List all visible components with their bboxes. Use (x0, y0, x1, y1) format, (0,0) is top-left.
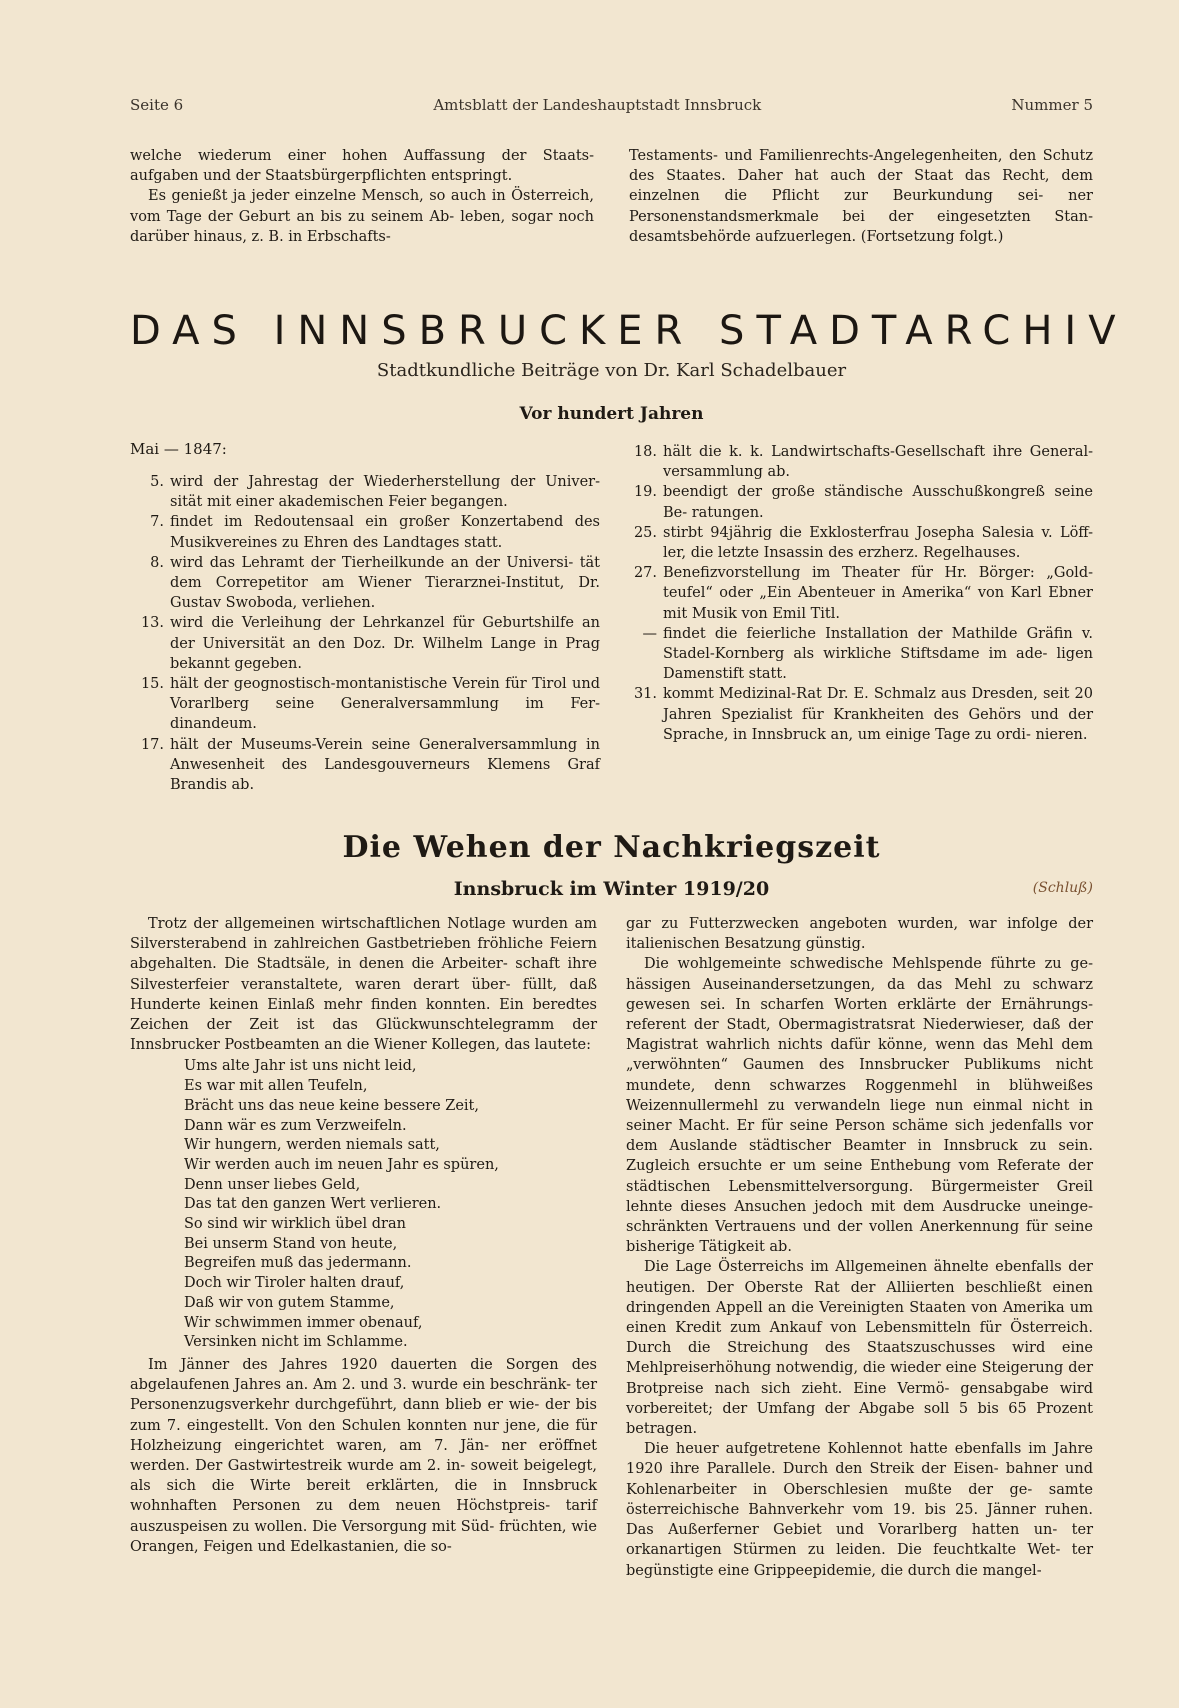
chronicle-entry (623, 684, 1093, 745)
article-right-column (626, 914, 1093, 1581)
chronicle-entry (130, 553, 600, 614)
issue-number: Nummer 5 (1011, 96, 1093, 114)
article-paragraph: Im Jänner des Jahres 1920 dauerten die Sorgen des abgelaufenen Jahres an. Am 2. und 3. wurde ein beschränk- ter Personenzugsverkehr durchgeführt, dann blieb er wie- der bis zum 7. eingestellt. Von den Schulen konnten nur jene, die für Holzheizung eingerichtet waren, am 7. Jän- ner eröffnet werden. Der Gastwirtestreik wurde am 2. in- soweit beigelegt, als sich die Wirte bereit erklärten, die in Innsbruck wohnhaften Personen zu dem neuen Höchstpreis- tarif auszuspeisen zu wollen. Die Versorgung mit Süd- früchten, wie Orangen, Feigen und Edelkastanien, die so- (130, 1356, 597, 1555)
entry-text: Benefizvorstellung im Theater für Hr. Börger: „Gold- teufel“ oder „Ein Abenteuer in Amerika“ von Karl Ebner mit Musik von Emil Titl. (663, 565, 1093, 622)
poem-line: Begreifen muß das jedermann. (184, 1255, 412, 1272)
article-title: Die Wehen der Nachkriegszeit (342, 830, 881, 865)
poem-line: Dann wär es zum Verzweifeln. (184, 1117, 407, 1134)
chronicle-entry (623, 523, 1093, 563)
entry-day: 5. (150, 474, 164, 490)
chronicle-month: Mai — 1847: (130, 440, 227, 458)
chronicle-left-column (130, 440, 600, 795)
entry-day: 25. (633, 524, 657, 541)
article-body (130, 914, 1093, 1581)
entry-text: hält der Museums-Verein seine Generalversammlung in Anwesenheit des Landesgouverneurs Klemens Graf Brandis ab. (170, 736, 600, 794)
entry-day: 8. (150, 554, 164, 571)
chronicle-heading: Vor hundert Jahren (519, 404, 704, 424)
chronicle-entry (130, 674, 600, 735)
article-paragraph: Die heuer aufgetretene Kohlennot hatte ebenfalls im Jahre 1920 ihre Parallele. Durch den Streik der Eisen- bahner und Kohlenarbeiter in Oberschlesien mußte der ge- samte österreichische Bahnverkehr vom 19. bis 25. Jänner ruhen. Das Außerferner Gebiet und Vorarlberg hatten un- ter orkanartigen Stürmen zu leiden. Die feuchtkalte Wet- ter begünstigte eine Grippeepidemie, die durch die mangel- (626, 1441, 1093, 1579)
poem-line: Wir schwimmen immer obenauf, (184, 1314, 423, 1331)
chronicle-entry (130, 512, 600, 552)
intro-left-column (130, 146, 594, 247)
entry-day: 13. (140, 615, 164, 632)
entry-text: hält der geognostisch-montanistische Verein für Tirol und Vorarlberg seine Generalversammlung im Fer- dinandeum. (170, 676, 600, 733)
publication-title: Amtsblatt der Landeshauptstadt Innsbruck (433, 96, 762, 114)
poem-line: Daß wir von gutem Stamme, (184, 1294, 395, 1311)
section-title: DAS INNSBRUCKER STADTARCHIV (130, 308, 1128, 354)
chronicle-entry (130, 613, 600, 674)
article-left-column (130, 914, 597, 1581)
article-note: (Schluß) (1032, 880, 1093, 896)
entry-day: 18. (633, 444, 657, 460)
poem-line: Wir hungern, werden niemals satt, (184, 1137, 440, 1154)
poem-line: Wir werden auch im neuen Jahr es spüren, (184, 1156, 499, 1173)
chronicle-entry (130, 735, 600, 796)
poem-line: Das tat den ganzen Wert verlieren. (184, 1196, 442, 1213)
entry-day: 7. (150, 514, 164, 531)
intro-continuation (130, 146, 1093, 247)
article-paragraph: Die Lage Österreichs im Allgemeinen ähnelte ebenfalls der heutigen. Der Oberste Rat der Alliierten beschließt einen dringenden Appell an die Vereinigten Staaten von Amerika um einen Kredit zum Ankauf von Lebensmitteln für Österreich. Durch die Streichung des Staatszuschusses wird eine Mehlpreiserhöhung notwendig, die wieder eine Steigerung der Brotpreise nach sich zieht. Eine Vermö- gensabgabe wird vorbereitet; der Umfang der Abgabe soll 5 bis 65 Prozent betragen. (626, 1259, 1093, 1438)
poem-line: Brächt uns das neue keine bessere Zeit, (184, 1097, 479, 1114)
article-paragraph: Trotz der allgemeinen wirtschaftlichen Notlage wurden am Silversterabend in zahlreichen Gastbetrieben fröhliche Feiern abgehalten. Die Stadtsäle, in denen die Arbeiter- schaft ihre Silvesterfeier veranstaltete, waren derart über- füllt, daß Hunderte keinen Einlaß mehr finden konnten. Ein beredtes Zeichen der Zeit ist das Glückwunschtelegramm der Innsbrucker Postbeamten an die Wiener Kollegen, das lautete: (130, 916, 597, 1054)
intro-paragraph: welche wiederum einer hohen Auffassung der Staats- aufgaben und der Staatsbürgerpflichten entspringt. (130, 148, 594, 185)
entry-text: wird das Lehramt der Tierheilkunde an der Universi- tät dem Correpetitor am Wiener Tierarznei-Institut, Dr. Gustav Swoboda, verliehen. (170, 554, 600, 612)
entry-day: 31. (633, 686, 657, 703)
chronicle-entry (130, 472, 600, 512)
article-paragraph: gar zu Futterzwecken angeboten wurden, war infolge der italienischen Besatzung günstig. (626, 916, 1093, 953)
entry-text: wird die Verleihung der Lehrkanzel für Geburtshilfe an der Universität an den Doz. Dr. Wilhelm Lange in Prag bekannt gegeben. (170, 615, 600, 672)
entry-text: hält die k. k. Landwirtschafts-Gesellschaft ihre General- versammlung ab. (663, 444, 1093, 481)
entry-text: beendigt der große ständische Ausschußkongreß seine Be- ratungen. (663, 484, 1093, 521)
chronicle-entry (623, 563, 1093, 624)
page-header (130, 96, 1093, 114)
poem-line: Versinken nicht im Schlamme. (184, 1334, 408, 1351)
page-number: Seite 6 (130, 96, 184, 114)
entry-day: 17. (140, 736, 164, 753)
entry-day: 19. (633, 484, 657, 501)
chronicle-entry (623, 482, 1093, 522)
chronicle (130, 440, 1093, 795)
entry-day: 27. (633, 565, 657, 582)
article-paragraph: Die wohlgemeinte schwedische Mehlspende führte zu ge- hässigen Auseinandersetzungen, da das Mehl zu schwarz gewesen sei. In scharfen Worten erklärte der Ernährungs- referent der Stadt, Obermagistratsrat Niederwieser, daß der Magistrat wahrlich nichts dafür könne, wenn das Mehl dem „verwöhnten“ Gaumen des Innsbrucker Publikums nicht mundete, denn schwarzes Roggenmehl in blühweißes Weizennullermehl zu verwandeln liege nun einmal nicht in seiner Macht. Er für seine Person schäme sich jedenfalls vor dem Auslande städtischer Beamter in Innsbruck zu sein. Zugleich ersuchte er um seine Enthebung vom Referate der städtischen Lebensmittelversorgung. Bürgermeister Greil lehnte dieses Ansuchen jedoch mit dem Ausdrucke uneinge- schränkten Vertrauens und der vollen Anerkennung für seine bisherige Tätigkeit ab. (626, 956, 1093, 1256)
entry-text: stirbt 94jährig die Exklosterfrau Josepha Salesia v. Löff- ler, die letzte Insassin des erzherz. Regelhauses. (663, 524, 1093, 562)
poem-line: Bei unserm Stand von heute, (184, 1235, 398, 1252)
chronicle-entry (623, 442, 1093, 482)
poem-line: Denn unser liebes Geld, (184, 1176, 361, 1193)
section-subtitle: Stadtkundliche Beiträge von Dr. Karl Schadelbauer (376, 360, 847, 381)
poem-line: Ums alte Jahr ist uns nicht leid, (184, 1058, 417, 1075)
entry-day: 15. (140, 676, 164, 693)
poem (130, 1057, 597, 1353)
intro-paragraph: Testaments- und Familienrechts-Angelegenheiten, den Schutz des Staates. Daher hat auch der Staat das Recht, dem einzelnen die Pflicht zur Beurkundung sei- ner Personenstandsmerkmale bei der eingesetzten Stan- desamtsbehörde aufzuerlegen. (Fortsetzung folgt.) (629, 148, 1093, 245)
entry-text: findet im Redoutensaal ein großer Konzertabend des Musikvereines zu Ehren des Landtages statt. (170, 514, 600, 551)
article-subtitle: Innsbruck im Winter 1919/20 (453, 878, 770, 900)
poem-line: So sind wir wirklich übel dran (184, 1216, 406, 1233)
poem-line: Es war mit allen Teufeln, (184, 1078, 368, 1095)
entry-text: wird der Jahrestag der Wiederherstellung der Univer- sität mit einer akademischen Feier begangen. (170, 474, 600, 511)
chronicle-entry (623, 624, 1093, 685)
entry-text: kommt Medizinal-Rat Dr. E. Schmalz aus Dresden, seit 20 Jahren Spezialist für Krankheiten des Gehörs und der Sprache, in Innsbruck an, um einige Tage zu ordi- nieren. (663, 686, 1093, 743)
poem-line: Doch wir Tiroler halten drauf, (184, 1275, 405, 1292)
entry-text: findet die feierliche Installation der Mathilde Gräfin v. Stadel-Kornberg als wirkliche Stiftsdame im ade- ligen Damenstift statt. (663, 625, 1093, 683)
chronicle-right-column (623, 440, 1093, 795)
intro-paragraph: Es genießt ja jeder einzelne Mensch, so auch in Österreich, vom Tage der Geburt an bis zu seinem Ab- leben, sogar noch darüber hinaus, z. B. in Erbschafts- (130, 188, 594, 245)
entry-day: — (642, 625, 657, 642)
intro-right-column (629, 146, 1093, 247)
